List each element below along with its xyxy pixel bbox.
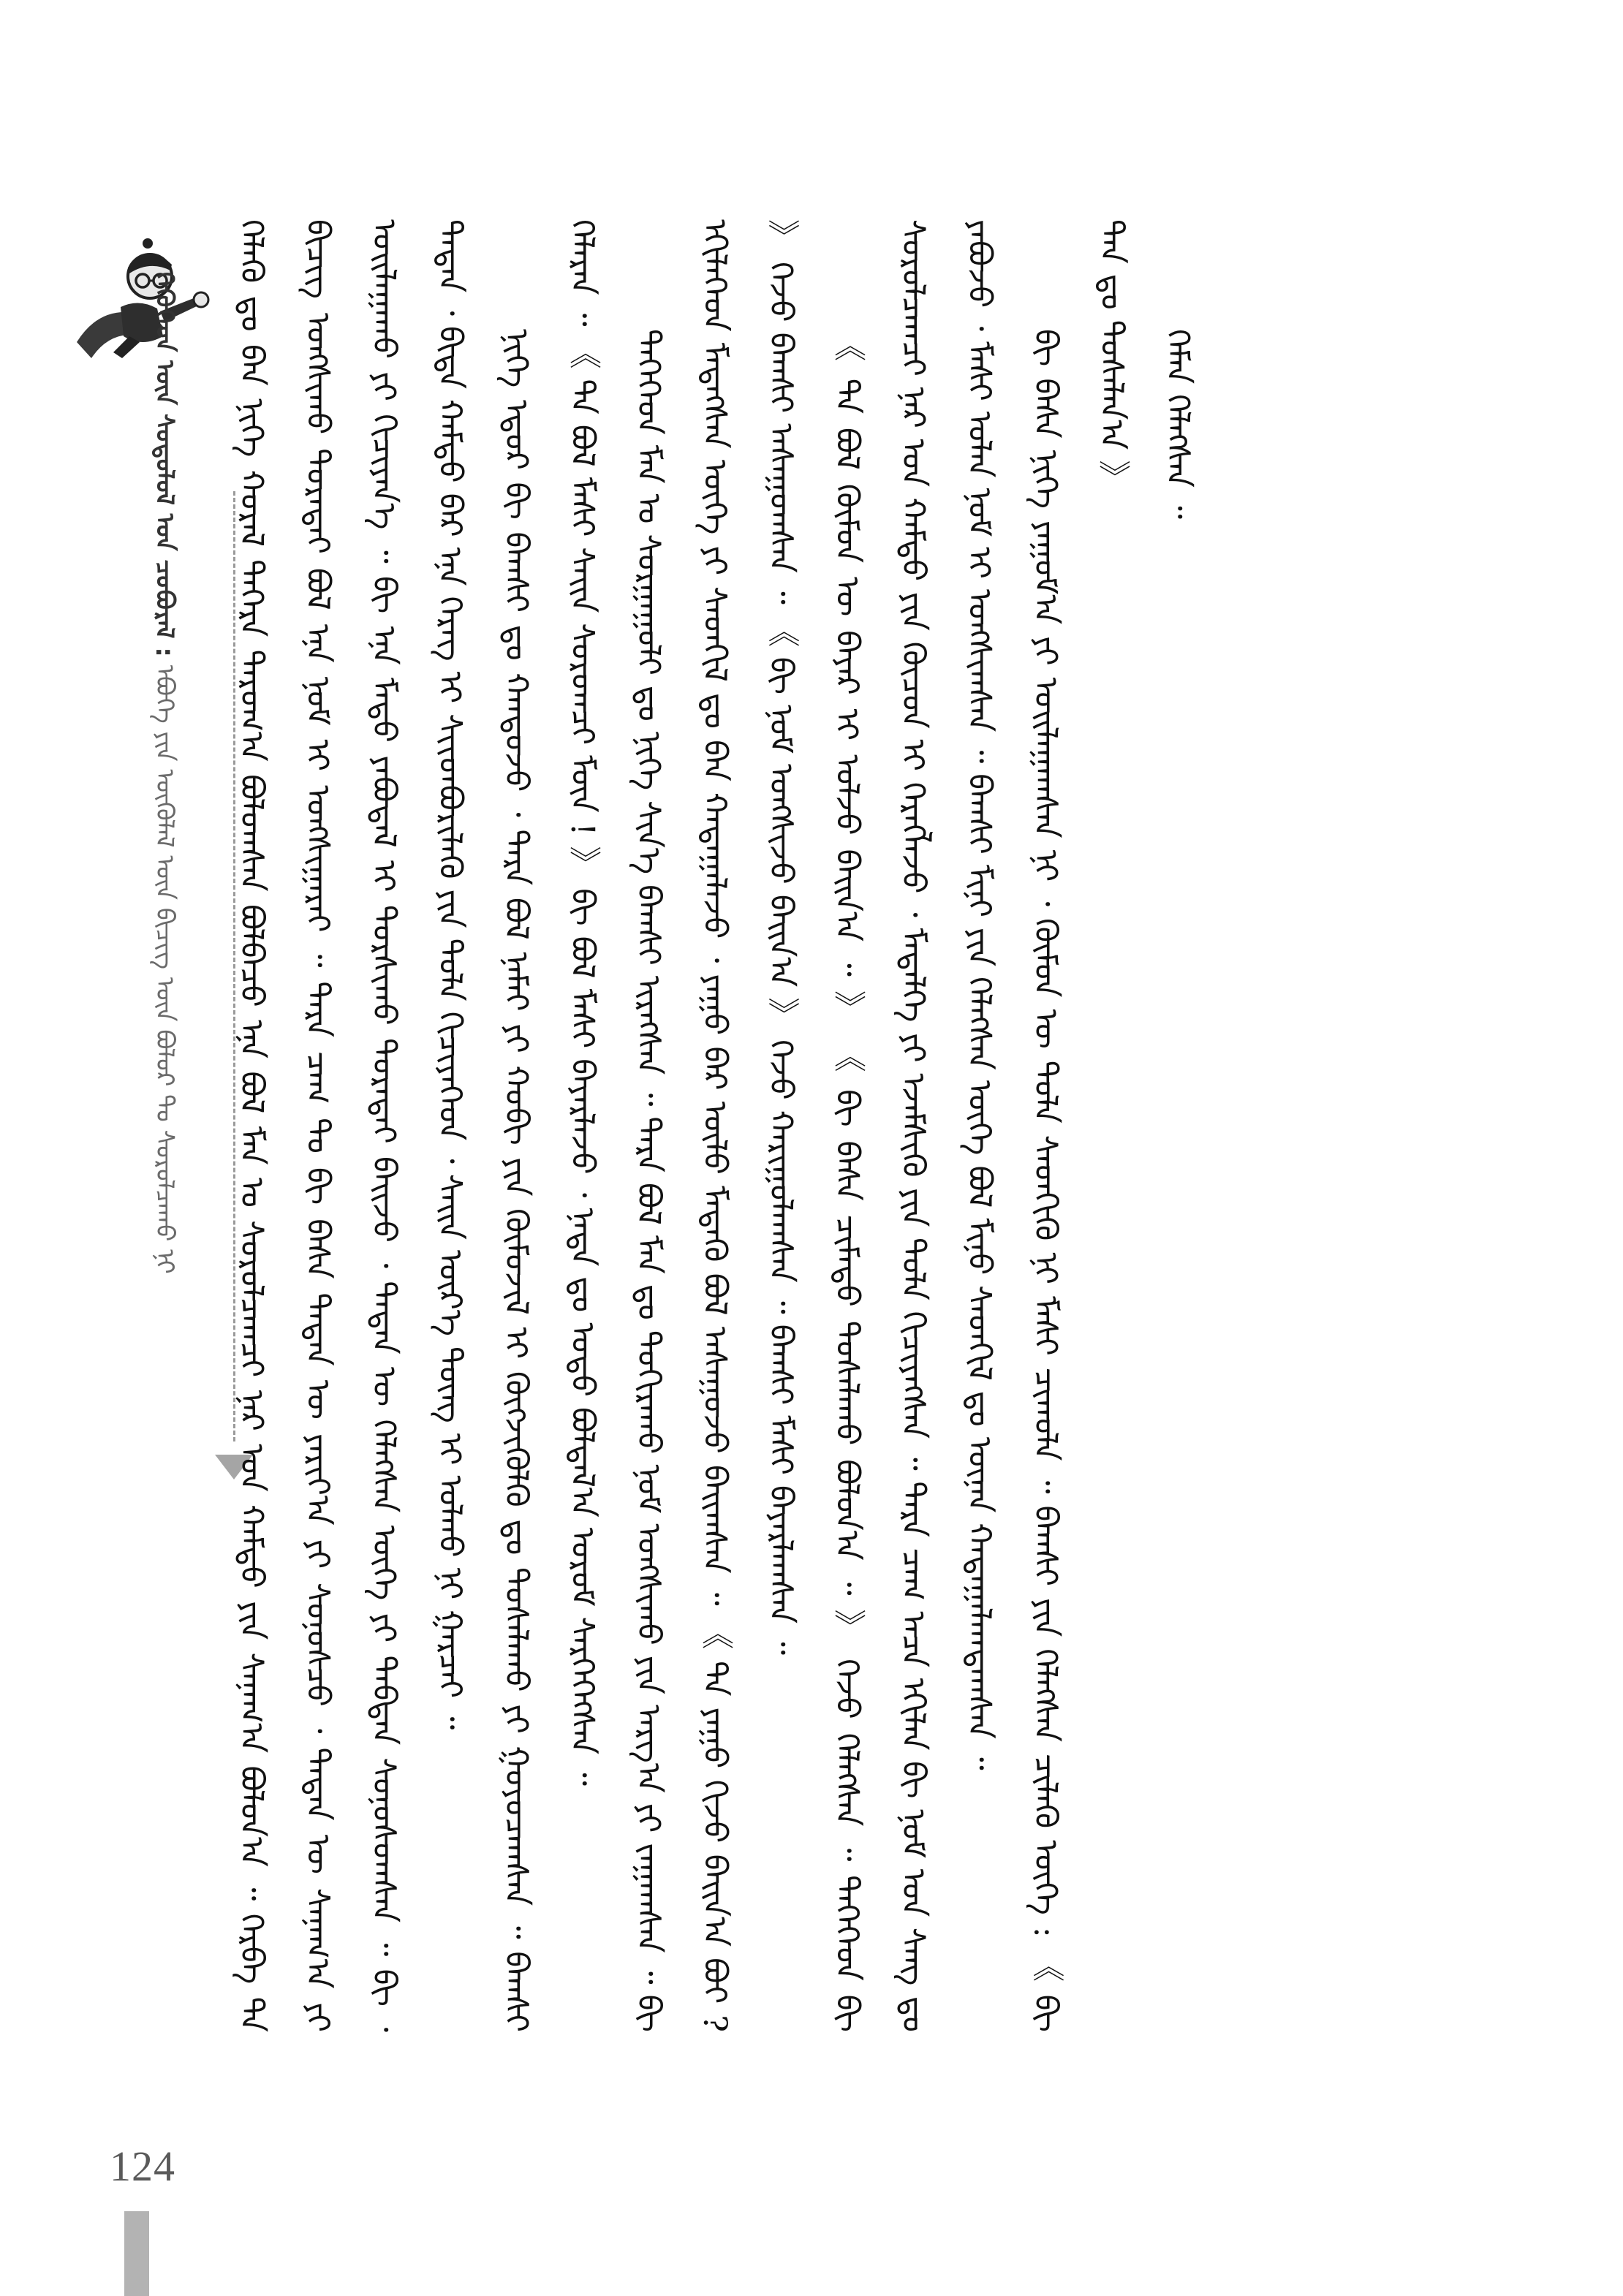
page-number: 124 [110, 2142, 175, 2190]
paragraph-2: ᠨᠢᠭᠡ ᠡᠳᠦᠷ ᠪᠢ ᠪᠠᠭᠰᠢ ᠳᠤ ᠬᠠᠨᠳᠤᠵᠤ ᠂ ᠲᠡᠷᠡ ᠪᠣᠯ ᠨᠠᠮᠠᠢ ᠶᠢ ᠬᠤᠪᠢ ᠶᠢᠨ ᠬᠦᠮᠦᠵᠢᠯ ᠢ ᠬᠥᠭᠵᠢᠭᠦᠯᠬᠦ ᠳᠤ ᠲᠤᠰᠠᠯᠠᠬᠤ ᠶᠢ ᠭᠤᠶᠤᠴᠠᠭᠰᠠᠨ ᠃ ᠪᠠᠭᠰᠢ ᠬᠡᠯᠡᠷᠡᠨ ᠃ 《 ᠲᠠ ᠪᠣᠯ ᠮᠠᠰᠢ ᠰᠠᠢᠨ ᠰᠤᠷᠤᠭᠴᠢ ᠮᠥᠨ ! 》 ᠪᠢ ᠪᠣᠯ ᠮᠠᠰᠢ ᠪᠠᠶᠠᠷᠯᠠᠵᠤ ᠂ ᠨᠠᠳᠠ ᠳᠤ ᠣᠳᠣ ᠪᠣᠯᠲᠠᠯ᠎ᠠ ᠤᠷᠤᠮ ᠰᠡᠷᠭᠡᠭᠡᠭᠰᠡᠨ ᠃ [497, 219, 601, 2032]
paragraph-3: ᠲᠡᠭᠡᠭᠡᠳ ᠮᠠᠨ ᠤ ᠰᠤᠷᠭᠠᠭᠤᠯᠢ ᠳᠤ ᠨᠢᠭᠡ ᠰᠢᠨ᠎ᠡ ᠪᠠᠭᠰᠢ ᠢᠷᠡᠭᠰᠡᠨ ᠃ ᠲᠡᠷᠡ ᠪᠣᠯ ᠮᠠᠨ ᠳᠤ ᠲᠤᠬᠢᠷᠠᠬᠤ ᠨᠣᠮ ᠤᠩᠰᠢᠬᠤ ᠶᠢᠨ ᠠᠷᠭ᠎ᠠ ᠶᠢ ᠵᠠᠭᠠᠭᠰᠠᠨ ᠃ ᠪᠢ ᠡᠬᠢᠯᠡᠭᠡᠳ ᠮᠡᠳᠡᠭᠰᠡᠨ ᠦᠭᠡ ᠶᠢ ᠰᠡᠳᠬᠢᠯ ᠳᠤ ᠪᠠᠨ ᠬᠠᠳᠠᠭᠠᠯᠠᠵᠤ ᠂ ᠶᠠᠭᠤ ᠪᠠᠷ ᠦᠯᠦ ᠮᠡᠳᠡᠬᠦ ᠪᠣᠯ ᠠᠰᠠᠭᠤᠵᠤ ᠪᠠᠢᠭᠰᠠᠨ ᠃ 《 ᠲᠠ ᠶᠠᠭᠤ ᠬᠢᠵᠦ ᠪᠠᠢᠨ᠎ᠠ ᠪᠤᠢ ? 》 ᠭᠡᠵᠦ ᠪᠠᠭᠰᠢ ᠠᠰᠠᠭᠤᠭᠰᠠᠨ ᠃ 《 ᠪᠢ ᠨᠣᠮ ᠤᠩᠰᠢᠵᠤ ᠪᠠᠢᠨ᠎ᠠ 》 ᠭᠡᠵᠦ ᠬᠠᠷᠢᠭᠤᠯᠠᠭᠰᠠᠨ ᠃ ᠪᠠᠭᠰᠢ ᠮᠠᠰᠢ ᠪᠠᠶᠠᠷᠯᠠᠭᠰᠠᠨ ᠃ [629, 219, 800, 2032]
paragraph-1: ᠬᠡᠯᠡᠬᠦ ᠳᠤ ᠪᠠᠨ ᠨᠢᠭᠡ ᠬᠤᠷᠠᠯ ᠳᠡᠭᠡᠷᠡ ᠳᠠᠷᠤᠭ᠎ᠠ ᠪᠤᠯᠤᠭᠰᠠᠨ ᠪᠣᠯᠪᠠᠴᠤ ᠡᠨᠡ ᠪᠣᠯ ᠮᠠᠨ ᠤ ᠰᠤᠷᠤᠯᠴᠠᠭᠴᠢ ᠨᠠᠷ ᠤᠨ ᠬᠠᠮᠲᠤ ᠶᠢᠨ ᠰᠠᠨᠠᠭ᠎ᠠ ᠪᠣᠯᠤᠨ᠎ᠠ ᠃ ᠬᠡᠷᠪᠡ ᠲᠠ ᠪᠢᠴᠢᠭ ᠤᠩᠰᠢᠬᠤ ᠳᠤᠷᠠᠲᠠᠢ ᠪᠣᠯ ᠡᠨᠡ ᠨᠣᠮ ᠢ ᠤᠩᠰᠢᠭᠠᠷᠠᠢ ᠃ ᠲᠡᠷᠡ ᠴᠠᠭ ᠲᠤ ᠪᠢ ᠪᠠᠰᠠ ᠲᠡᠳᠡᠨ ᠦ ᠶᠠᠷᠢᠶ᠎ᠠ ᠶᠢ ᠰᠣᠨᠣᠰᠴᠤ ᠂ ᠲᠡᠳᠡᠨ ᠦ ᠰᠠᠨᠠᠭ᠎ᠠ ᠶᠢ ᠣᠢᠯᠠᠭᠠᠬᠤ ᠶᠢ ᠬᠢᠴᠢᠶᠡᠨ᠎ᠡ ᠃ ᠪᠢ ᠡᠨᠡ ᠮᠡᠲᠦ ᠶᠠᠪᠤᠳᠠᠯ ᠢ ᠲᠤᠷᠰᠢᠬᠤ ᠳᠤᠷᠠᠲᠠᠢ ᠪᠠᠢᠵᠤ ᠂ ᠲᠡᠳᠡᠨ ᠦ ᠬᠡᠯᠡᠭᠰᠡᠨ ᠦᠭᠡ ᠶᠢ ᠳᠠᠪᠲᠠᠨ ᠰᠣᠨᠣᠰᠤᠭᠰᠠᠨ ᠃ ᠪᠢ ᠂ ᠲᠡᠳᠡᠨ ᠂ ᠪᠢᠳᠡ ᠬᠠᠮᠲᠤ ᠪᠡᠷ ᠡᠨᠡ ᠬᠡᠷᠡᠭ ᠢ ᠰᠢᠢᠳᠪᠦᠷᠢᠯᠡᠬᠦ ᠶᠢᠨ ᠲᠤᠯᠠ ᠬᠢᠴᠢᠶᠡᠭᠡᠳ ᠂ ᠰᠠᠢᠨ ᠦᠷ᠎ᠡ ᠳᠦᠩ ᠢ ᠣᠯᠬᠤ ᠨᠢ ᠭᠠᠷᠴᠠᠢ ᠃ [232, 219, 469, 2032]
body-text [218, 219, 1526, 2032]
paragraph-5: ᠪᠢ ᠪᠠᠰᠠ ᠨᠢᠭᠡ ᠶᠠᠭᠤᠮ᠎ᠠ ᠶᠢ ᠣᠢᠯᠠᠭᠠᠭᠰᠠᠨ ᠨᠢ ᠂ ᠬᠦᠮᠦᠨ ᠦ ᠲᠤᠯᠠ ᠰᠡᠳᠬᠢᠬᠦ ᠨᠢ ᠮᠠᠰᠢ ᠴᠢᠬᠤᠯᠠ ᠃ ᠪᠠᠭᠰᠢ ᠶᠢᠨ ᠬᠡᠯᠡᠭᠰᠡᠨ ᠴᠢᠯᠡᠭᠦ ᠦᠭᠡ : 《 ᠪᠢ ᠲᠠᠨ ᠳᠤ ᠲᠤᠰᠠᠯᠠᠨ᠎ᠠ 》 [1026, 219, 1130, 2032]
running-header [69, 219, 179, 1274]
paragraph-6: ᠬᠡᠮᠡᠨ ᠬᠡᠯᠡᠭᠰᠡᠨ ᠃ [1159, 329, 1197, 519]
page-edge-tab [124, 2211, 149, 2296]
paragraph-4: 《 ᠲᠠ ᠪᠣᠯ ᠬᠦᠮᠦᠨ ᠦ ᠪᠠᠶᠠᠷ ᠢ ᠣᠯᠵᠤ ᠪᠠᠢᠨ᠎ᠠ ᠃ 》 《 ᠪᠢ ᠪᠠᠰᠠ ᠴᠢᠮᠠᠳᠤ ᠲᠤᠰᠠᠯᠠᠬᠤ ᠪᠣᠯᠤᠨ᠎ᠠ ᠃ 》 ᠭᠡᠵᠦ ᠬᠡᠯᠡᠭᠰᠡᠨ ᠃ ᠲᠡᠭᠡᠭᠡᠳ ᠪᠢ ᠰᠤᠷᠤᠯᠴᠠᠭᠴᠢ ᠨᠠᠷ ᠤᠨ ᠬᠠᠮᠲᠤ ᠶᠢᠨ ᠬᠦᠴᠦᠨ ᠢ ᠬᠡᠷᠡᠭᠯᠡᠵᠦ ᠂ ᠮᠡᠳᠡᠯᠭᠡ ᠶᠢ ᠡᠵᠡᠮᠰᠢᠬᠦ ᠶᠢᠨ ᠲᠤᠯᠠ ᠬᠢᠴᠢᠶᠡᠭᠰᠡᠨ ᠃ ᠲᠡᠷᠡ ᠴᠠᠭ ᠠᠴᠠ ᠡᠬᠢᠯᠡᠨ ᠪᠢ ᠨᠣᠮ ᠤᠨ ᠰᠠᠩ ᠳᠤ ᠶᠠᠪᠤᠵᠤ ᠂ ᠮᠠᠰᠢ ᠣᠯᠠᠨ ᠨᠣᠮ ᠢ ᠤᠩᠰᠢᠭᠰᠠᠨ ᠃ ᠪᠠᠭᠰᠢ ᠮᠢᠨᠢ ᠶᠢᠨ ᠬᠡᠯᠡᠭᠰᠡᠨ ᠦᠭᠡ ᠪᠣᠯ ᠮᠢᠨᠦ ᠰᠡᠳᠬᠢᠯ ᠳᠤ ᠦᠨᠡᠨ ᠬᠠᠳᠠᠭᠠᠯᠠᠭᠳᠠᠭᠰᠠᠨ ᠃ [828, 219, 998, 2032]
running-header-title: ᠡᠪᠦᠭᠡ ᠶᠢᠨ ᠥᠭᠦᠯᠡᠯ ᠦᠨ ᠪᠢᠴᠢᠭ ᠦᠨ ᠪᠤᠯᠤᠷ ᠲᠤ ᠰᠤᠷᠤᠯᠴᠠᠬᠤ ᠨᠢ [150, 664, 179, 1274]
running-header-text [150, 272, 179, 1274]
boy-mascot-icon [69, 219, 216, 365]
running-header-lead: ᠬᠡᠭᠦᠬᠡᠳ ᠦᠨ ᠰᠤᠳᠤᠯᠤᠯ ᠤᠨ ᠴᠤᠪᠤᠷᠠᠯ : [150, 272, 179, 657]
